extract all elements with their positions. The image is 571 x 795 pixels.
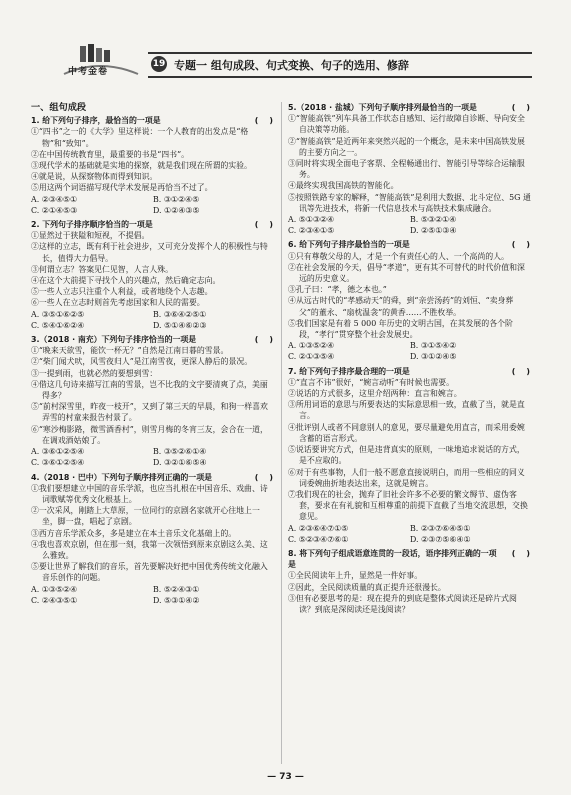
sentence-item: ④最终实现我国高铁的智能化。	[288, 181, 399, 191]
answer-option[interactable]: D. ②⑤①③④	[410, 226, 457, 236]
question-stem-text: 4.（2018 · 巴中）下列句子顺序排列正确的一项是	[31, 472, 212, 482]
answer-option[interactable]: B. ⑤③②①④	[410, 215, 457, 225]
answer-option[interactable]: D. ①②④③⑤	[153, 205, 200, 215]
question	[288, 548, 532, 615]
sentence-item: ①“四书”之一的《大学》里这样说：一个人教育的出发点是“格物”和“致知”。	[31, 127, 249, 148]
answer-option[interactable]: D. ③①②④⑤	[410, 352, 457, 362]
answer-bracket: ( )	[254, 335, 273, 345]
question	[31, 472, 275, 606]
sentence-item: ⑥一些人在立志时则首先考虑国家和人民的需要。	[31, 298, 205, 308]
answer-option[interactable]: C. ⑤②③④⑦⑥①	[288, 534, 349, 544]
sentence-item: ①“直言不讳”很好，“婉言动听”有时候也需要。	[288, 377, 455, 387]
sentence-item: ③但有必要思考的是：现在提升的到底是整体式阅读还是碎片式阅读？到底是深阅读还是浅阅读？	[288, 593, 517, 614]
sentence-item: ⑤要让世界了解我们的音乐，首先要解决好把中国优秀传统文化融入音乐创作的问题。	[31, 562, 268, 583]
question	[288, 102, 532, 236]
sentence-item: ⑤我们国家是有着 5 000 年历史的文明古国，在其发展的各个阶段，“孝行”贯穿整个社会发展史。	[288, 318, 513, 340]
question	[288, 239, 532, 362]
answer-bracket: ( )	[511, 548, 530, 558]
question	[31, 219, 275, 331]
sentence-item: ③何谓立志？答案见仁见智，人言人殊。	[31, 264, 174, 274]
sentence-item: ④就是说，从探察物体而得到知识。	[31, 172, 158, 182]
topic-title-bar	[148, 52, 532, 78]
column-divider	[281, 102, 282, 764]
answer-option[interactable]: D. ③②①⑥⑤④	[153, 458, 207, 468]
sentence-item: ⑤“前村深雪里，昨夜一枝开”，又到了第三天的早晨，和狗一样喜欢弄雪的村童来报告村景了。	[31, 402, 268, 423]
answer-option[interactable]: D. ⑤③①④②	[153, 595, 200, 605]
answer-option[interactable]: A. ②③⑥④⑦①⑤	[288, 523, 349, 533]
sentence-item: ②这样的立志，既有利于社会进步，又可充分发挥个人的积极性与特长，值得大力倡导。	[31, 242, 268, 263]
sentence-item: ③同时将实现全面电子客票、全程畅通出行、智能引导等综合运输服务。	[288, 159, 525, 180]
page-header	[60, 44, 535, 80]
sentence-item: ②一次采风，刚踏上大草原，一位同行的京剧名家就开心往地上一坐，脚一盘，唱起了京剧。	[31, 506, 260, 527]
question-stem	[288, 239, 532, 250]
sentence-item: ⑤用这两个词语描写现代学术发展是再恰当不过了。	[31, 183, 213, 193]
question	[288, 366, 532, 545]
sentence-item: ③现代学术的基础就是实地的探察，就是我们现在所谓的实验。	[31, 161, 252, 171]
answer-options	[31, 194, 275, 216]
sentence-item: ④借这几句诗来描写江南的雪景，岂不比我的文字要清爽了点，美丽得多？	[31, 379, 268, 401]
sentence-item: ②“柴门闻犬吠，风雪夜归人”是江南雪夜，更深人静后的景况。	[31, 357, 253, 367]
answer-option[interactable]: C. ②①④⑤③	[31, 205, 78, 215]
answer-option[interactable]: A. ③⑥①②⑤④	[31, 447, 85, 457]
sentence-item: ②“智能高铁”是近两年来突然兴起的一个概念，是未来中国高铁发展的主要方向之一。	[288, 136, 525, 157]
page-title: 专题一 组句成段、句式变换、句子的选用、修辞	[174, 59, 409, 72]
sentence-item: ⑤一些人立志只注重个人利益，或者地绕个人志趣。	[31, 287, 213, 297]
answer-option[interactable]: C. ③⑥①②⑤④	[31, 458, 85, 468]
answer-option[interactable]: A. ②③④⑤①	[31, 194, 78, 204]
sentence-item: ③孔子曰：“孝，德之本也。”	[288, 285, 387, 295]
answer-options	[31, 584, 275, 606]
sentence-item: ⑤按照铁路专家的解释，“智能高铁”是利用大数据、北斗定位、5G 通讯等先进技术，将新一代信息技术与高铁技术集成融合。	[288, 192, 531, 213]
answer-option[interactable]: C. ②③④①⑤	[288, 226, 335, 236]
question-stem	[31, 334, 275, 345]
sentence-item: ③西方音乐学派众多，多是建立在本土音乐文化基础上的。	[31, 528, 237, 538]
question-stem	[288, 366, 532, 377]
sentence-item: ②因此，全民阅读质量的真正提升还很漫长。	[288, 582, 446, 592]
right-column	[288, 102, 532, 618]
section-heading: 一、组句成段	[31, 102, 87, 113]
sentence-item: ④在这个大前提下寻找个人的兴趣点，然后确定志向。	[31, 276, 221, 286]
sentence-item: ①“智能高铁”列车具备工作状态自感知、运行故障自诊断、导向安全自决策等功能。	[288, 114, 525, 135]
answer-option[interactable]: B. ⑤②④③①	[153, 584, 200, 594]
answer-option[interactable]: B. ③⑤②⑥①④	[153, 447, 207, 457]
sentence-item: ①只有尊敬父母的人，才是一个有责任心的人、一个高尚的人。	[288, 251, 509, 261]
answer-option[interactable]: C. ②④③⑤①	[31, 595, 78, 605]
sentence-item: ①全民阅读年上升，显然是一件好事。	[288, 571, 423, 581]
answer-option[interactable]: C. ②①③⑤④	[288, 352, 335, 362]
sentence-item: ⑥“寒沙梅影路，微雪酒香村”，则雪月梅的冬宵三友，会合在一道，在调戏酒姑娘了。	[31, 424, 268, 445]
sentence-item: ①显然过于狭隘和短视，不提倡。	[31, 231, 150, 241]
question-stem	[31, 472, 275, 483]
question-stem-text: 2. 下列句子排序顺序恰当的一项是	[31, 220, 153, 230]
sentence-item: ④批评别人或者不同意别人的意见，要尽量避免用直言，而采用委婉含蓄的语言形式。	[288, 422, 525, 443]
sentence-item: ②在中国传统教育里，最重要的书是“四书”。	[31, 149, 189, 159]
answer-option[interactable]: A. ③⑤①⑥②⑤	[31, 309, 85, 319]
answer-bracket: ( )	[254, 220, 273, 230]
question	[31, 334, 275, 468]
sentence-item: ③所用词语的意思与所要表达的实际意思相一致，直截了当，就是直言。	[288, 400, 525, 421]
question-stem-text: 5.（2018 · 盐城）下列句子顺序排列最恰当的一项是	[288, 103, 477, 112]
left-column	[31, 102, 275, 609]
answer-options	[288, 340, 532, 362]
answer-option[interactable]: A. ⑤①③②④	[288, 215, 335, 225]
sentence-item: ④我也喜欢京剧，但在那一刻，我第一次领悟到原来京剧这么美、这么雅致。	[31, 539, 268, 560]
sentence-item: ⑤说话要讲究方式，但是违背真实的原则，一味地追求说话的方式，是不应取的。	[288, 445, 525, 466]
question-stem-text: 7. 给下列句子排序最合理的一项是	[288, 366, 410, 376]
question-stem-text: 3.（2018 · 南充）下列句子排序恰当的一项是	[31, 335, 197, 345]
answer-options	[31, 309, 275, 331]
sentence-item: ④从远古时代的“孝感动天”的舜，到“亲尝汤药”的刘恒、“卖身葬父”的董永、“扇枕温衾”的黄香……不胜枚举。	[288, 296, 514, 317]
answer-option[interactable]: D. ②③⑦⑤⑥④①	[410, 534, 471, 544]
answer-bracket: ( )	[511, 366, 530, 376]
logo-text: 中考金卷	[68, 67, 109, 77]
answer-options	[288, 214, 532, 236]
answer-bracket: ( )	[254, 116, 273, 126]
question-stem	[31, 115, 275, 126]
logo	[60, 44, 142, 80]
answer-option[interactable]: A. ①③⑤②④	[288, 341, 335, 351]
answer-option[interactable]: C. ⑤④①⑥②④	[31, 320, 85, 330]
sentence-item: ①“晚来天欲雪，能饮一杯无？”自然是江南日暮的雪景。	[31, 346, 229, 356]
sentence-item: ⑥对于有些事物，人们一般不愿意直接说明白，而用一些相应的同义词委婉曲折地表达出来，这就是婉言。	[288, 467, 525, 488]
answer-options	[31, 446, 275, 468]
sentence-item: ①我们要想建立中国的音乐学派，也应当扎根在中国音乐、戏曲、诗词歌赋等优秀文化根基上。	[31, 483, 268, 504]
question-stem-text: 1. 给下列句子排序，最恰当的一项是	[31, 116, 161, 126]
question	[31, 115, 275, 216]
answer-bracket: ( )	[511, 240, 530, 250]
sentence-item: ②在社会发展的今天，倡导“孝道”，更有其不可替代的时代价值和深远的历史意义。	[288, 262, 525, 284]
answer-options	[288, 523, 532, 545]
question-stem	[288, 102, 532, 113]
answer-option[interactable]: B. ②③⑦⑥④⑤①	[410, 523, 471, 533]
answer-option[interactable]: D. ⑤①④⑥②③	[153, 320, 207, 330]
answer-bracket: ( )	[511, 103, 530, 112]
answer-bracket: ( )	[254, 472, 273, 482]
sentence-item: ⑦我们现在的社会，抛弃了旧社会许多不必要的繁文缛节、虚伪客套，要求在有礼貌和互相尊重的前提下直截了当地交流思想，交换意见。	[288, 489, 528, 522]
sentence-item: ③一提到雨，也就必然的要想到雪：	[31, 368, 158, 378]
question-stem	[31, 219, 275, 230]
question-stem	[288, 548, 532, 570]
question-stem-text: 8. 将下列句子组成语意连贯的一段话，语序排列正确的一项是	[288, 548, 497, 570]
question-stem-text: 6. 给下列句子排序最恰当的一项是	[288, 240, 410, 250]
answer-option[interactable]: B. ③①⑤④②	[410, 341, 457, 351]
answer-option[interactable]: A. ①③⑤②④	[31, 584, 78, 594]
answer-option[interactable]: B. ③①②④⑤	[153, 194, 200, 204]
answer-option[interactable]: B. ③⑥④②⑤①	[153, 309, 207, 319]
page-number: — 73 —	[267, 772, 304, 782]
sentence-item: ②说话的方式很多，这里介绍两种：直言和婉言。	[288, 389, 462, 399]
topic-number-badge: 19	[151, 56, 167, 72]
